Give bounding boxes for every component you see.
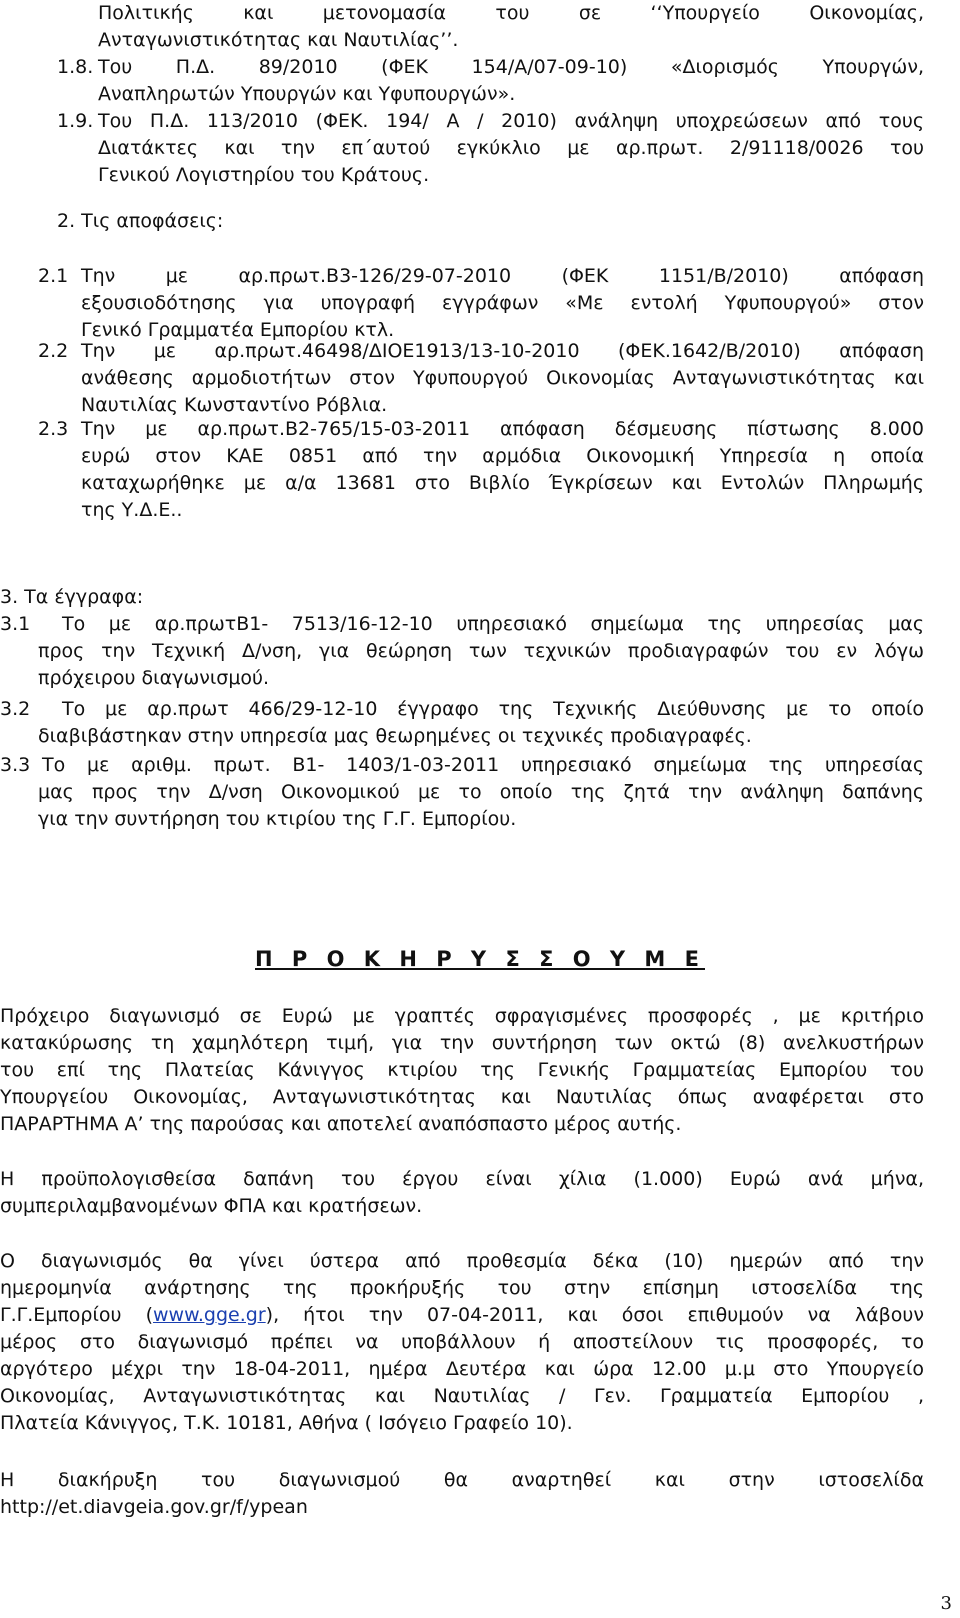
text-line: Το με αρ.πρωτ 466/29-12-10 έγγραφο της Τεχνικής Διεύθυνσης με το οποίο — [62, 698, 924, 720]
gge-website-link[interactable]: www.gge.gr — [153, 1304, 266, 1326]
item-3-3-rest — [38, 779, 924, 833]
section-heading-3: 3. Τα έγγραφα: — [0, 586, 144, 608]
item-2-3 — [81, 416, 924, 524]
paragraph-deadline — [0, 1248, 924, 1437]
item-3-1-rest — [38, 638, 924, 692]
item-number: 2.1 — [38, 265, 69, 287]
text-line: προς την Τεχνική Δ/νση, για θεώρηση των τεχνικών προδιαγραφών του εν λόγω — [38, 640, 924, 662]
text-line: Ο διαγωνισμός θα γίνει ύστερα από προθεσμία δέκα (10) ημερών από την — [0, 1250, 924, 1272]
item-3-2-rest — [38, 723, 924, 750]
text-line: Η διακήρυξη του διαγωνισμού θα αναρτηθεί και στην ιστοσελίδα — [0, 1469, 924, 1491]
item-2-1 — [81, 263, 924, 344]
item-number: 3.2 — [0, 698, 31, 720]
text-line: Πλατεία Κάνιγγος, Τ.Κ. 10181, Αθήνα ( Ισόγειο Γραφείο 10). — [0, 1412, 573, 1434]
text-line: Την με αρ.πρωτ.46498/ΔΙΟΕ1913/13-10-2010 (ΦΕΚ.1642/Β/2010) απόφαση — [81, 340, 924, 362]
item-number: 2.3 — [38, 418, 69, 440]
text-line: ΠΑΡΑΡΤΗΜΑ Α’ της παρούσας και αποτελεί αναπόσπαστο μέρος αυτής. — [0, 1113, 682, 1135]
item-1-9 — [98, 108, 924, 189]
paragraph-budget — [0, 1166, 924, 1220]
text-line: αργότερο μέχρι την 18-04-2011, ημέρα Δευτέρα και ώρα 12.00 μ.μ στο Υπουργείο — [0, 1358, 924, 1380]
text-line: Ναυτιλίας Κωνσταντίνο Ρόβλια. — [81, 394, 388, 416]
text-line: συμπεριλαμβανομένων ΦΠΑ και κρατήσεων. — [0, 1195, 423, 1217]
text-line: Πρόχειρο διαγωνισμό σε Ευρώ με γραπτές σφραγισμένες προσφορές , με κριτήριο — [0, 1005, 924, 1027]
item-number: 2.2 — [38, 340, 69, 362]
item-number: 3.3 — [0, 754, 31, 776]
item-3-2-first — [62, 696, 924, 723]
text-line: Την με αρ.πρωτ.Β2-765/15-03-2011 απόφαση δέσμευσης πίστωσης 8.000 — [81, 418, 924, 440]
text-line: Διατάκτες και την επ΄αυτού εγκύκλιο με αρ.πρωτ. 2/91118/0026 του — [98, 137, 924, 159]
sec1-continuation — [98, 0, 924, 54]
item-number: 1.9. — [57, 110, 94, 132]
text-line: Γ.Γ.Εμπορίου (www.gge.gr), ήτοι την 07-04-2011, και όσοι επιθυμούν να λάβουν — [0, 1304, 925, 1326]
text-line: εξουσιοδότησης για υπογραφή εγγράφων «Με εντολή Υφυπουργού» στον — [81, 292, 924, 314]
text-line: ανάθεσης αρμοδιοτήτων στον Υφυπουργού Οικονομίας Ανταγωνιστικότητας και — [81, 367, 924, 389]
text-line: του επί της Πλατείας Κάνιγγος κτιρίου της Γενικής Γραμματείας Εμπορίου του — [0, 1059, 924, 1081]
item-3-1-first — [62, 611, 924, 638]
text-line: Πολιτικής και μετονομασία του σε ‘‘Υπουργείο Οικονομίας, — [98, 2, 924, 24]
diavgeia-url: http://et.diavgeia.gov.gr/f/ypean — [0, 1496, 308, 1518]
text-line: πρόχειρου διαγωνισμού. — [38, 667, 270, 689]
text-line: κατακύρωσης τη χαμηλότερη τιμή, για την συντήρηση των οκτώ (8) ανελκυστήρων — [0, 1032, 924, 1054]
text-line: Η προϋπολογισθείσα δαπάνη του έργου είναι χίλια (1.000) Ευρώ ανά μήνα, — [0, 1168, 924, 1190]
text-line: για την συντήρηση του κτιρίου της Γ.Γ. Εμπορίου. — [38, 808, 517, 830]
text-line: Το με αρ.πρωτΒ1- 7513/16-12-10 υπηρεσιακό σημείωμα της υπηρεσίας μας — [62, 613, 924, 635]
text-line: Του Π.Δ. 89/2010 (ΦΕΚ 154/Α/07-09-10) «Διορισμός Υπουργών, — [98, 56, 924, 78]
paragraph-tender — [0, 1003, 924, 1138]
item-number: 3.1 — [0, 613, 31, 635]
text-line: Υπουργείου Οικονομίας, Ανταγωνιστικότητας και Ναυτιλίας όπως αναφέρεται στο — [0, 1086, 924, 1108]
text-line: Του Π.Δ. 113/2010 (ΦΕΚ. 194/ Α / 2010) ανάληψη υποχρεώσεων από τους — [98, 110, 924, 132]
section-heading-2: 2. Τις αποφάσεις: — [57, 210, 224, 232]
item-2-2 — [81, 338, 924, 419]
text-line: καταχωρήθηκε με α/α 13681 στο Βιβλίο Έγκρίσεων και Εντολών Πληρωμής — [81, 472, 924, 494]
text-line: Την με αρ.πρωτ.Β3-126/29-07-2010 (ΦΕΚ 1151/Β/2010) απόφαση — [81, 265, 924, 287]
paragraph-publication — [0, 1467, 924, 1521]
text-line: Αναπληρωτών Υπουργών και Υφυπουργών». — [98, 83, 516, 105]
text-line: της Υ.Δ.Ε.. — [81, 499, 183, 521]
text-line: Ανταγωνιστικότητας και Ναυτιλίας’’. — [98, 29, 459, 51]
text-line: Οικονομίας, Ανταγωνιστικότητας και Ναυτιλίας / Γεν. Γραμματεία Εμπορίου , — [0, 1385, 924, 1407]
text-line: Το με αριθμ. πρωτ. Β1- 1403/1-03-2011 υπηρεσιακό σημείωμα της υπηρεσίας — [42, 754, 924, 776]
proclamation-heading: Π Ρ Ο Κ Η Ρ Υ Σ Σ Ο Υ Μ Ε — [255, 947, 705, 971]
text-line: ευρώ στον ΚΑΕ 0851 από την αρμόδια Οικονομική Υπηρεσία η οποία — [81, 445, 924, 467]
page-number: 3 — [940, 1593, 952, 1614]
text-line: Γενικό Γραμματέα Εμπορίου κτλ. — [81, 319, 395, 341]
text-line: μας προς την Δ/νση Οικονομικού με το οποίο της ζητά την ανάληψη δαπάνης — [38, 781, 924, 803]
text-line: ημερομηνία ανάρτησης της προκήρυξής του στην επίσημη ιστοσελίδα της — [0, 1277, 924, 1299]
text-line: διαβιβάστηκαν στην υπηρεσία μας θεωρημένες οι τεχνικές προδιαγραφές. — [38, 725, 752, 747]
item-number: 1.8. — [57, 56, 94, 78]
text-line: Γενικού Λογιστηρίου του Κράτους. — [98, 164, 430, 186]
text-line: μέρος στο διαγωνισμό πρέπει να υποβάλλουν ή αποστείλουν τις προσφορές, το — [0, 1331, 924, 1353]
item-1-8 — [98, 54, 924, 108]
item-3-3-first — [42, 752, 924, 779]
